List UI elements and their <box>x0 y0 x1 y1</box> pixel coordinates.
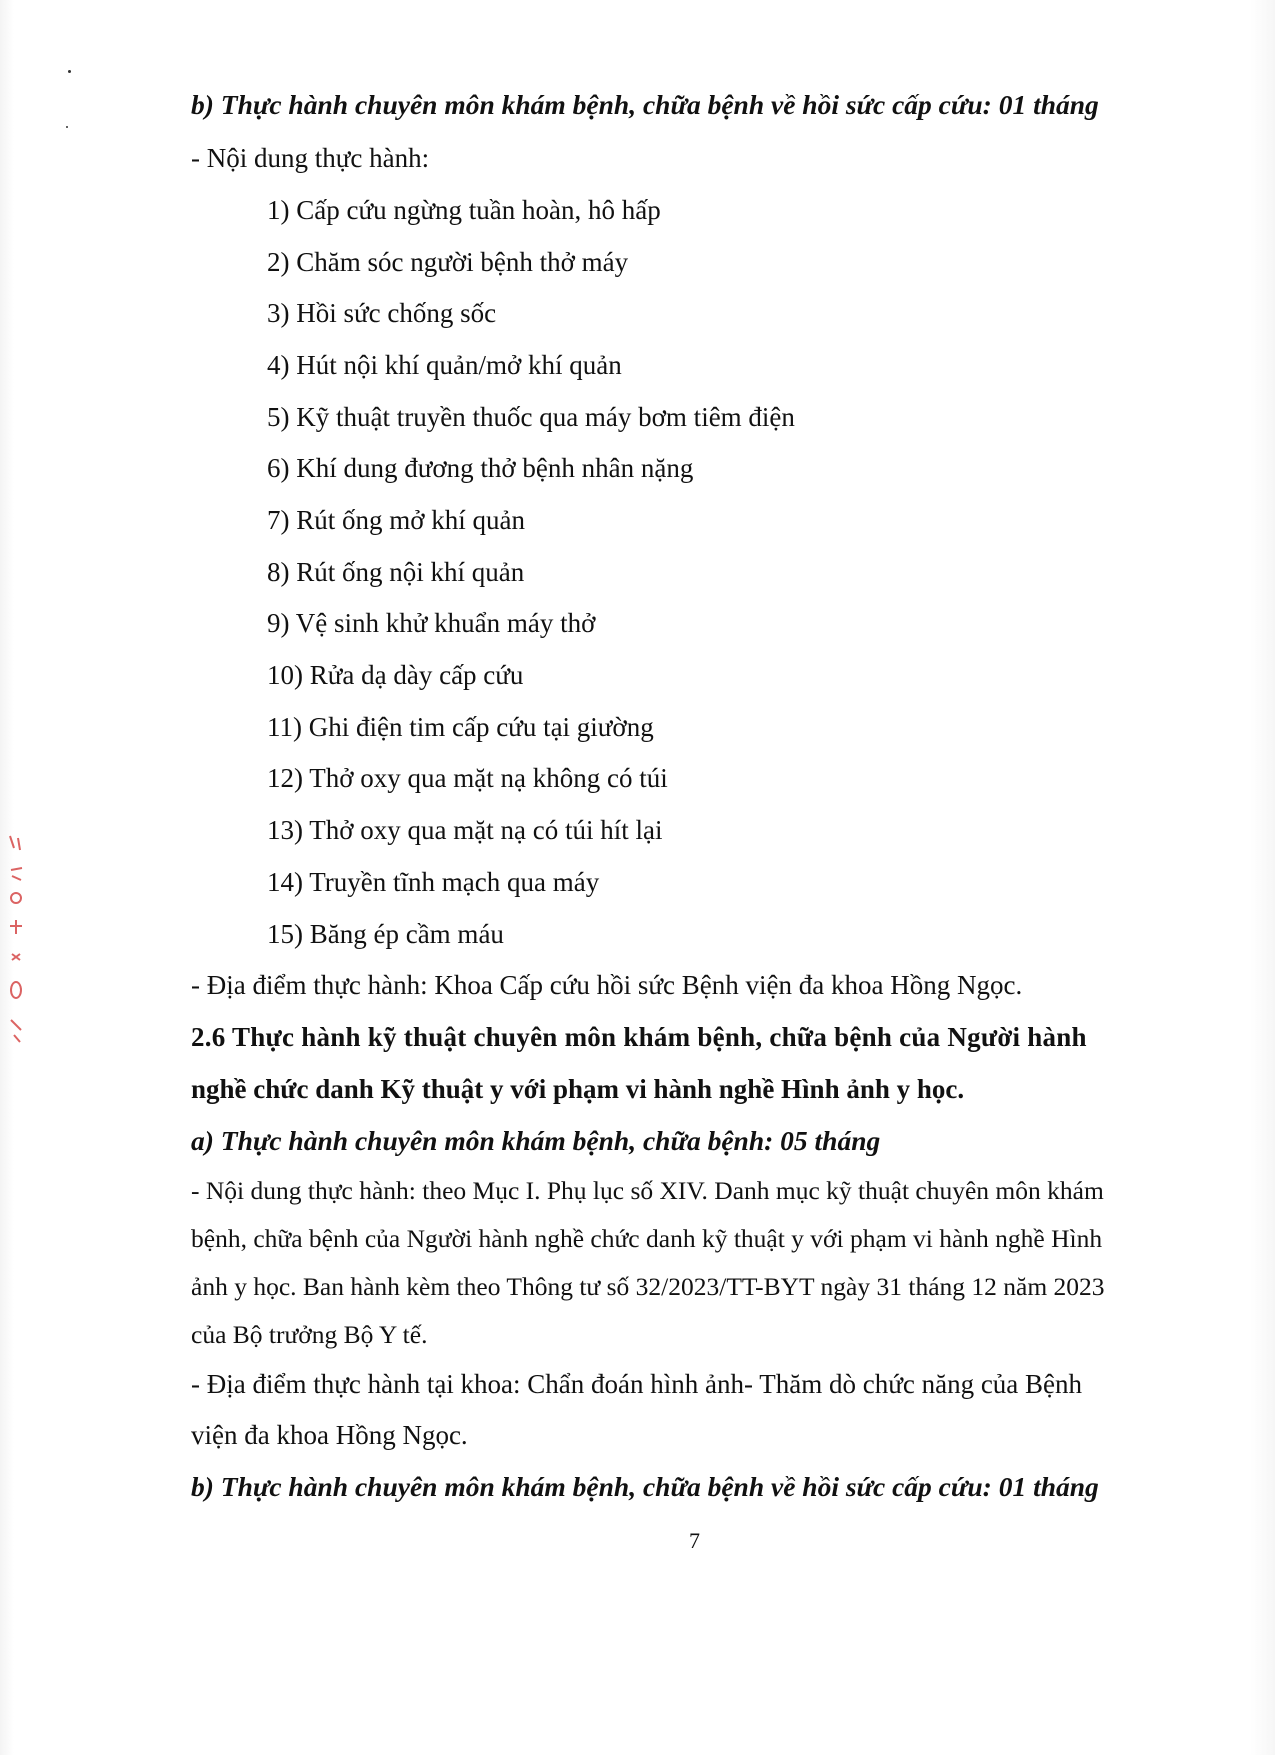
section-b-heading: b) Thực hành chuyên môn khám bệnh, chữa bệnh về hồi sức cấp cứu: 01 tháng <box>191 89 1099 120</box>
list-item: 15) Băng ép cầm máu <box>267 919 504 949</box>
list-item: 2) Chăm sóc người bệnh thở máy <box>267 247 629 277</box>
list-item: 10) Rửa dạ dày cấp cứu <box>267 660 524 690</box>
red-stamp-edge-mark <box>6 830 28 1050</box>
list-item: 8) Rút ống nội khí quản <box>267 557 525 587</box>
location-paragraph-line1: - Địa điểm thực hành tại khoa: Chẩn đoán hình ảnh- Thăm dò chức năng của Bệnh <box>191 1369 1083 1399</box>
list-item: 14) Truyền tĩnh mạch qua máy <box>267 867 600 897</box>
content-paragraph-line2: bệnh, chữa bệnh của Người hành nghề chức danh kỹ thuật y với phạm vi hành nghề Hình <box>191 1224 1103 1253</box>
content-paragraph-line1: - Nội dung thực hành: theo Mục I. Phụ lục số XIV. Danh mục kỹ thuật chuyên môn khám <box>191 1176 1104 1205</box>
list-item: 5) Kỹ thuật truyền thuốc qua máy bơm tiêm điện <box>267 402 795 432</box>
list-item: 3) Hồi sức chống sốc <box>267 298 497 328</box>
section-2-6-heading-line2: nghề chức danh Kỹ thuật y với phạm vi hành nghề Hình ảnh y học. <box>191 1074 965 1104</box>
list-item: 7) Rút ống mở khí quản <box>267 505 526 535</box>
list-item: 6) Khí dung đương thở bệnh nhân nặng <box>267 453 694 483</box>
section-2-6-heading-line1: 2.6 Thực hành kỹ thuật chuyên môn khám bệnh, chữa bệnh của Người hành <box>191 1022 1087 1052</box>
content-label: - Nội dung thực hành: <box>191 143 430 173</box>
list-item: 9) Vệ sinh khử khuẩn máy thở <box>267 608 596 638</box>
practice-location: - Địa điểm thực hành: Khoa Cấp cứu hồi sức Bệnh viện đa khoa Hồng Ngọc. <box>191 970 1023 1000</box>
content-paragraph-line4: của Bộ trưởng Bộ Y tế. <box>191 1320 428 1349</box>
scan-speck <box>66 126 68 128</box>
page-number: 7 <box>689 1528 700 1553</box>
list-item: 12) Thở oxy qua mặt nạ không có túi <box>267 763 668 793</box>
content-paragraph-line3: ảnh y học. Ban hành kèm theo Thông tư số 32/2023/TT-BYT ngày 31 tháng 12 năm 2023 <box>191 1272 1105 1301</box>
section-b-heading-2: b) Thực hành chuyên môn khám bệnh, chữa bệnh về hồi sức cấp cứu: 01 tháng <box>191 1471 1099 1502</box>
location-paragraph-line2: viện đa khoa Hồng Ngọc. <box>191 1420 468 1450</box>
list-item: 13) Thở oxy qua mặt nạ có túi hít lại <box>267 815 663 845</box>
section-a-heading: a) Thực hành chuyên môn khám bệnh, chữa bệnh: 05 tháng <box>191 1125 881 1156</box>
list-item: 11) Ghi điện tim cấp cứu tại giường <box>267 712 654 742</box>
scan-speck <box>68 70 71 73</box>
list-item: 1) Cấp cứu ngừng tuần hoàn, hô hấp <box>267 195 661 225</box>
list-item: 4) Hút nội khí quản/mở khí quản <box>267 350 622 380</box>
